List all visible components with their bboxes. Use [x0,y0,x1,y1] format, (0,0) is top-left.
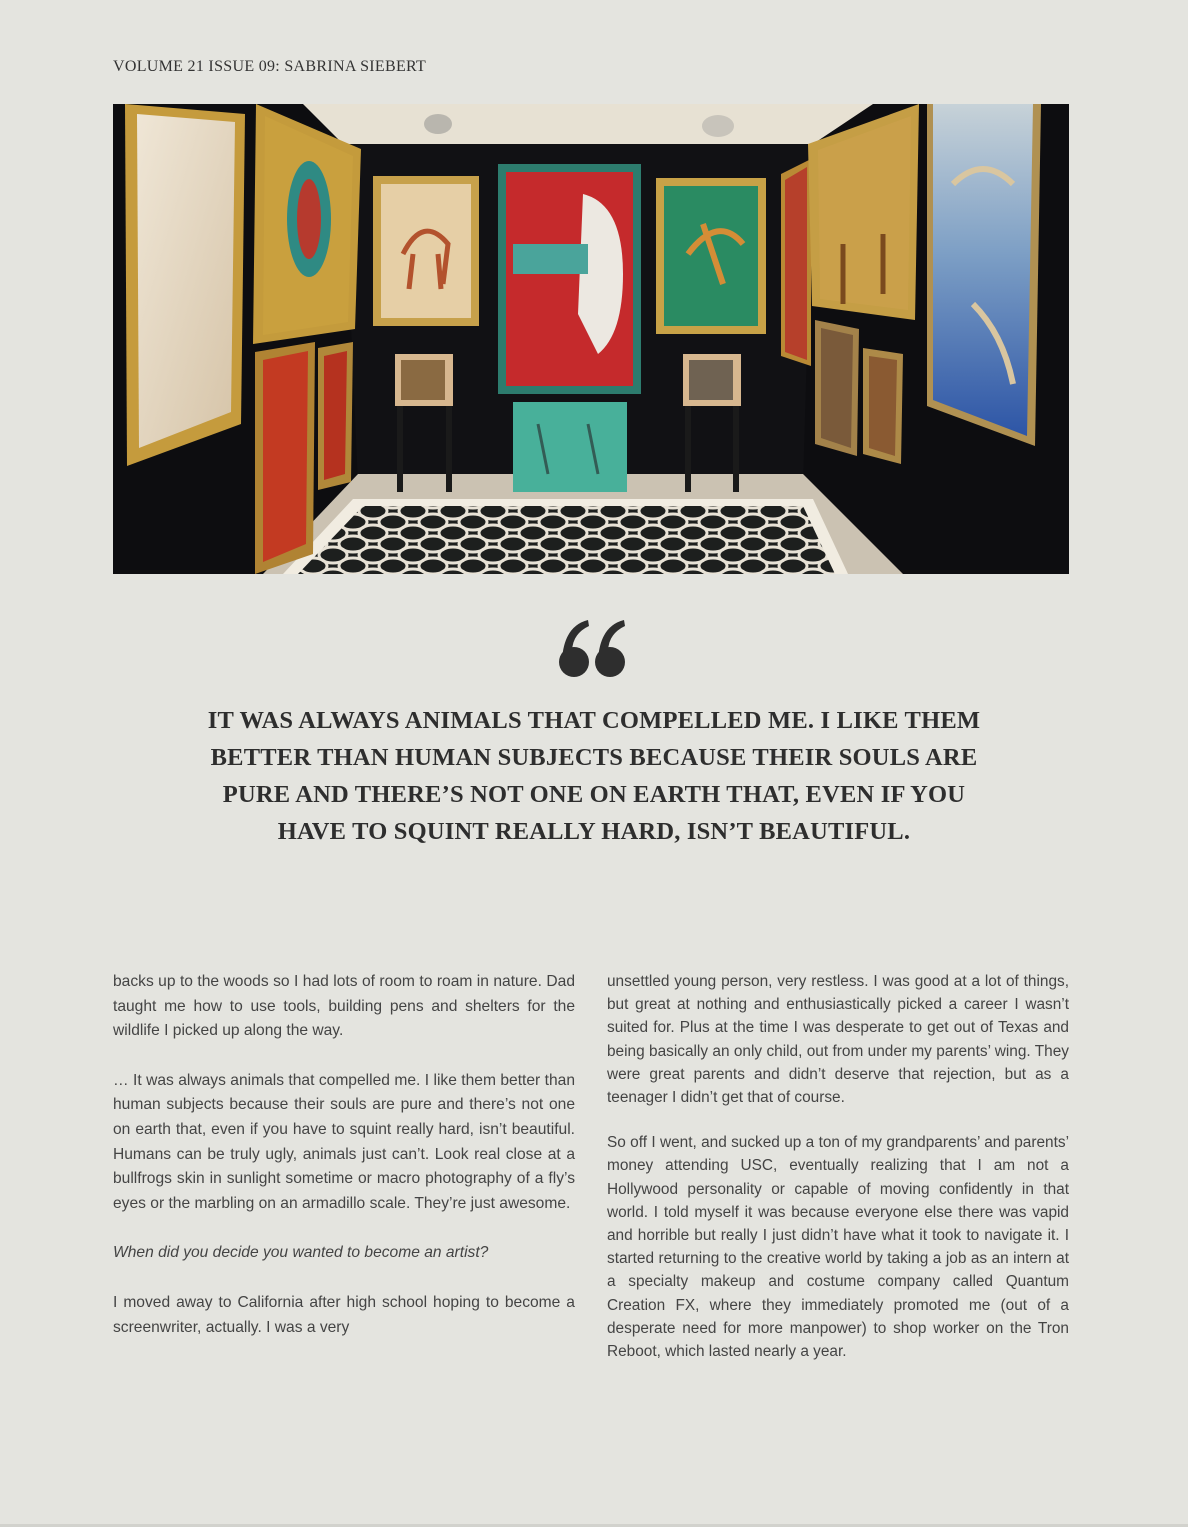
paragraph: backs up to the woods so I had lots of room to roam in nature. Dad taught me how to use tools, building pens and shelters for the wildlife I picked up along the way. [113,973,575,1040]
paragraph: So off I went, and sucked up a ton of my grandparents’ and parents’ money attending USC, eventually realizing that I am not a Hollywood personality or capable of moving confidently in that world. I told myself it was because everyone else there was vapid and horrible but really I just didn’t have what it took to navigate it. I started returning to the creative world by taking a job as an intern at a specialty makeup and costume company called Quantum Creation FX, where they immediately promoted me (out of a desperate need for more manpower) to shop worker on the Tron Reboot, which lasted nearly a year. [607,1134,1069,1361]
running-head: VOLUME 21 ISSUE 09: SABRINA SIEBERT [113,58,427,75]
paragraph: unsettled young person, very restless. I was good at a lot of things, but great at nothing and enthusiastically picked a career I wasn’t suited for. Plus at the time I was desperate to get out of Texas and being basically an only child, out from under my parents’ wing. They were great parents and didn’t deserve that rejection, but as a teenager I didn’t get that of course. [607,973,1069,1107]
body-column-right [607,970,1069,1385]
interview-question: When did you decide you wanted to become an artist? [113,1244,489,1262]
quote-mark-icon [0,618,1188,683]
gallery-booth-photo [113,104,1069,574]
body-column-left [113,970,575,1365]
paragraph: … It was always animals that compelled me. I like them better than human subjects because their souls are pure and there’s not one on earth that, even if you have to squint really hard, isn’t beautiful. Humans can be truly ugly, animals just can’t. Look real close at a bullfrogs skin in sunlight sometime or macro photography of a fly’s eyes or the marbling on an armadillo scale. They’re just awesome. [113,1071,575,1212]
pull-quote: IT WAS ALWAYS ANIMALS THAT COMPELLED ME. I LIKE THEM BETTER THAN HUMAN SUBJECTS BECAUSE THEIR SOULS ARE PURE AND THERE’S NOT ONE ON EARTH THAT, EVEN IF YOU HAVE TO SQUINT REALLY HARD, ISN’T BEAUTIFUL. [207,707,981,845]
paragraph: I moved away to California after high school hoping to become a screenwriter, actually. I was a very [113,1293,575,1336]
